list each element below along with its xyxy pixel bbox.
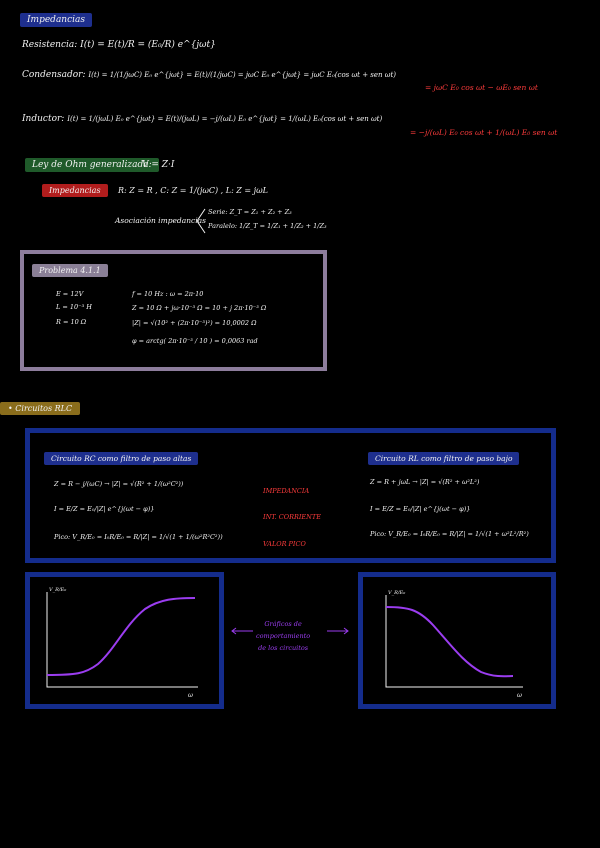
problem-given-1: E = 12V — [56, 290, 84, 298]
middle-label-corriente: INT. CORRIENTE — [263, 513, 321, 521]
middle-label-pico: VALOR PICO — [263, 540, 306, 548]
section-title: Problema 4.1.1 — [39, 266, 101, 275]
right-arrow-icon — [326, 627, 350, 635]
middle-label-impedancia: IMPEDANCIA — [263, 487, 310, 495]
equation-body: I(t) = 1/(1/jωC) E₀ e^{jωt} = E(t)/(1/jωC) = jωC E₀ e^{jωt} = jωC E₀(cos ωt + sen ωt) — [88, 71, 397, 79]
section-tag-ohm — [25, 158, 159, 172]
equation-body: I(t) = 1/(jωL) E₀ e^{jωt} = E(t)/(jωL) = −j/(ωL) E₀ e^{jωt} = 1/(ωL) E₀(cos ωt + sen ωt) — [67, 115, 383, 123]
equation-resistencia — [22, 40, 216, 50]
rc-line-3: Pico: V_R/E₀ = I₀R/E₀ = R/|Z| = 1/√(1 + 1/(ω²R²C²)) — [54, 533, 223, 541]
rc-line-1: Z = R − j/(ωC) → |Z| = √(R² + 1/(ω²C²)) — [54, 480, 184, 488]
impedance-types: R: Z = R , C: Z = 1/(jωC) , L: Z = jωL — [118, 186, 268, 195]
equation-label: Inductor: — [22, 114, 65, 124]
panel-title-text: Circuito RL como filtro de paso bajo — [375, 454, 513, 463]
lowpass-curve — [386, 607, 513, 676]
equation-label: Resistencia: — [22, 40, 78, 50]
problem-given-2: L = 10⁻³ H — [56, 303, 92, 311]
equation-label: Condensador: — [22, 70, 86, 80]
graph-note — [256, 618, 310, 654]
highpass-curve — [47, 598, 195, 675]
problem-given-3: R = 10 Ω — [56, 318, 87, 326]
assoc-serie: Serie: Z_T = Z₁ + Z₂ + Z₃ — [208, 208, 292, 216]
equation-inductor — [22, 114, 382, 124]
section-title: Ley de Ohm generalizada: — [32, 160, 152, 170]
assoc-paralelo: Paralelo: 1/Z_T = 1/Z₁ + 1/Z₂ + 1/Z₃ — [208, 222, 327, 230]
graph-xlabel: ω — [517, 692, 522, 699]
graph-note-line: de los circuitos — [258, 644, 309, 652]
problem-step-3: |Z| = √(10² + (2π·10⁻³)²) = 10,0002 Ω — [132, 319, 257, 327]
panel-title-rl — [368, 452, 519, 465]
problem-step-2: Z = 10 Ω + jω·10⁻³ Ω = 10 + j 2π·10⁻³ Ω — [132, 304, 267, 312]
graph-lowpass — [363, 577, 551, 704]
section-title: Impedancias — [49, 186, 101, 195]
graph-ylabel: V_R/E₀ — [388, 590, 406, 596]
assoc-label: Asociación impedancias — [115, 216, 206, 225]
graph-note-line: Gráficos de — [264, 620, 302, 628]
graph-note-line: comportamiento — [256, 632, 311, 640]
equation-condensador-highlight: = jωC E₀ cos ωt − ωE₀ sen ωt — [425, 83, 538, 92]
bracket-icon — [196, 208, 206, 234]
rl-line-2: I = E/Z = E₀/|Z| e^{j(ωt − φ)} — [370, 505, 471, 513]
section-tag-impedancias — [20, 13, 92, 27]
graph-highpass — [30, 577, 219, 704]
rc-line-2: I = E/Z = E₀/|Z| e^{j(ωt − φ)} — [54, 505, 155, 513]
problem-step-1: f = 10 Hz : ω = 2π·10 — [132, 290, 204, 298]
equation-body: I(t) = E(t)/R = (E₀/R) e^{jωt} — [80, 40, 216, 50]
rl-line-3: Pico: V_R/E₀ = I₀R/E₀ = R/|Z| = 1/√(1 + ω²L²/R²) — [370, 530, 529, 538]
panel-title-rc — [44, 452, 198, 465]
graph-ylabel: V_R/E₀ — [49, 587, 67, 593]
equation-condensador — [22, 70, 396, 80]
problem-step-4: φ = arctg( 2π·10⁻³ / 10 ) = 0,0063 rad — [132, 337, 258, 345]
section-tag-impedancias-2 — [42, 184, 108, 197]
section-tag-circuitos — [0, 402, 80, 415]
equation-inductor-highlight: = −j/(ωL) E₀ cos ωt + 1/(ωL) E₀ sen ωt — [410, 128, 558, 137]
rl-line-1: Z = R + jωL → |Z| = √(R² + ω²L²) — [370, 478, 480, 486]
section-tag-problema — [32, 264, 108, 277]
left-arrow-icon — [230, 627, 254, 635]
ohm-formula: V = Z·I — [142, 160, 175, 170]
section-title: Impedancias — [27, 15, 86, 25]
panel-title-text: Circuito RC como filtro de paso altas — [51, 454, 192, 463]
graph-xlabel: ω — [188, 692, 193, 699]
section-title: • Circuitos RLC — [8, 404, 73, 413]
